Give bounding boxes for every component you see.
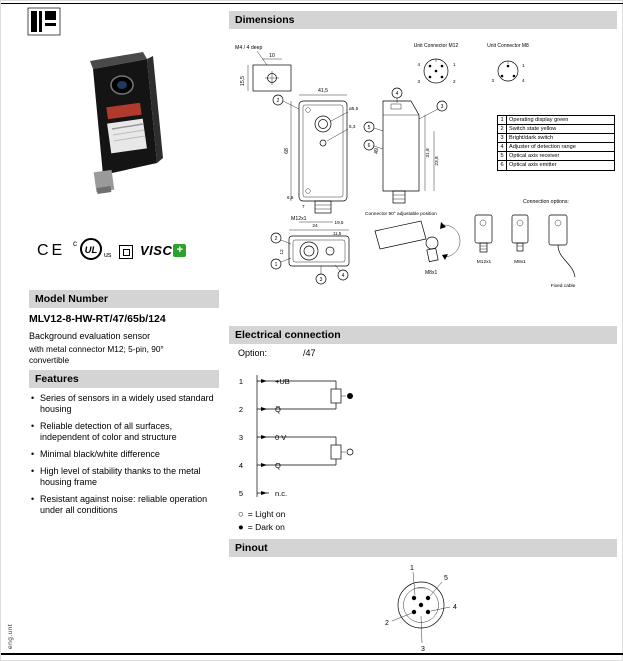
- light-on-legend: [238, 509, 285, 520]
- light-on-text: = Light on: [247, 509, 286, 519]
- features-header: Features: [29, 370, 219, 388]
- visco-logo: [140, 243, 186, 258]
- dimensions-header: Dimensions: [229, 11, 617, 29]
- ul-c-label: c: [73, 239, 77, 248]
- circuit-pin-5: 5: [238, 489, 244, 498]
- circuit-label-0v: 0 V: [275, 433, 287, 442]
- product-photo: [59, 47, 173, 197]
- balloon-1-label: 1: [274, 262, 278, 268]
- side-view: [364, 88, 447, 203]
- dimensions-legend: [497, 115, 615, 171]
- option-m8-icon: [512, 215, 528, 243]
- dark-on-dot: [347, 393, 353, 399]
- balloon-2b-label: 2: [274, 236, 278, 242]
- brand-mark: [27, 7, 71, 37]
- dim-dia-5-5: ø5,5: [349, 106, 359, 111]
- pinout-header: Pinout: [229, 539, 617, 557]
- legend-text: Adjuster of detection range: [509, 144, 576, 150]
- legend-num: 6: [498, 161, 507, 170]
- ul-circle-icon: [80, 238, 102, 260]
- option-m12-icon: [475, 215, 492, 243]
- legend-row-3: [498, 134, 614, 143]
- product-description-detail: with metal connector M12; 5-pin, 90° convertible: [29, 344, 164, 365]
- legend-row-1: [498, 116, 614, 125]
- adjustable-note: Connector 90° adjustable position: [365, 212, 437, 217]
- unit-connector-m12: [414, 43, 459, 84]
- legend-row-2: [498, 125, 614, 134]
- balloon-6-label: 6: [367, 143, 371, 149]
- m12-pin-3: 3: [417, 79, 420, 84]
- dim-15-5: 15,5: [240, 75, 246, 87]
- option-label: Option:: [238, 348, 268, 358]
- dim-7: 7: [302, 204, 305, 209]
- dim-11-5: 11,5: [333, 231, 342, 236]
- mounting-view: [235, 45, 291, 91]
- pinout-connector: [385, 565, 457, 653]
- connection-options-title: Connection options:: [523, 199, 569, 205]
- load-box-dark: [331, 389, 341, 403]
- m12-pin-1: 1: [453, 62, 456, 67]
- circuit-label-qbar: Q̅: [275, 405, 281, 414]
- dark-on-legend: [238, 522, 285, 533]
- model-number: MLV12-8-HW-RT/47/65b/124: [29, 313, 166, 325]
- dim-12: 12: [280, 249, 285, 255]
- top-rule: [1, 3, 623, 4]
- circuit-pin-2: 2: [238, 405, 244, 414]
- pinout-diagram: [229, 558, 617, 654]
- visco-plus-icon: +: [173, 244, 186, 257]
- feature-item: • Minimal black/white difference: [29, 449, 219, 460]
- dark-on-text: = Dark on: [247, 522, 285, 532]
- option-m8-label: M8x1: [514, 260, 526, 265]
- pinout-pin-4: 4: [453, 604, 457, 611]
- legend-row-6: [498, 161, 614, 170]
- legend-num: 1: [498, 116, 507, 124]
- connection-options: [475, 199, 576, 289]
- circuit-pin-4: 4: [238, 461, 244, 470]
- circuit-diagram: [231, 363, 471, 508]
- legend-num: 5: [498, 152, 507, 160]
- front-view: [273, 88, 359, 225]
- balloon-2-label: 2: [276, 98, 280, 104]
- m12-pin-4: 4: [417, 62, 420, 67]
- unit-connector-m8-title: Unit Connector M8: [487, 43, 529, 49]
- legend-text: Optical axis emitter: [509, 162, 557, 168]
- dim-49: 49: [374, 148, 380, 154]
- protection-class-ii-icon: [119, 245, 133, 259]
- electrical-header: Electrical connection: [229, 326, 617, 344]
- dim-6-5: 6,5: [287, 195, 294, 200]
- m12-pin-2: 2: [453, 79, 456, 84]
- option-value: /47: [303, 348, 316, 358]
- dim-m4-label: M4 / 4 deep: [235, 45, 263, 51]
- feature-item: • Resistant against noise: reliable operation under all conditions: [29, 494, 219, 516]
- bottom-view: [271, 223, 349, 284]
- dim-41-5: 41,5: [317, 88, 329, 94]
- visco-wordmark: VISC: [140, 243, 173, 258]
- balloon-3-label: 3: [440, 104, 444, 110]
- feature-item: • Series of sensors in a widely used standard housing: [29, 393, 219, 415]
- legend-text: Optical axis receiver: [509, 153, 560, 159]
- dim-m8x1: M8x1: [425, 270, 438, 276]
- circuit-label-q: Q: [275, 461, 281, 470]
- legend-row-4: [498, 143, 614, 152]
- dark-on-symbol: ●: [238, 522, 244, 533]
- dim-10: 10: [269, 53, 275, 59]
- circuit: [239, 375, 353, 498]
- product-description: Background evaluation sensor: [29, 331, 151, 341]
- legend-text: Bright/dark switch: [509, 135, 554, 141]
- pinout-pin-1: 1: [410, 565, 414, 572]
- ul-us-label: us: [104, 252, 112, 259]
- legend-num: 3: [498, 134, 507, 142]
- balloon-5-label: 5: [367, 125, 371, 131]
- dimensions-drawing: [229, 31, 619, 324]
- option-cable-label: Fixed cable: [550, 284, 576, 289]
- feature-item: • High level of stability thanks to the metal housing frame: [29, 466, 219, 488]
- option-m12-label: M12x1: [476, 260, 492, 265]
- light-on-symbol: ○: [238, 509, 244, 520]
- ul-mark: [73, 237, 115, 267]
- protection-class-inner-square: [123, 249, 130, 256]
- m8-pin-3: 3: [491, 78, 494, 83]
- model-number-header: Model Number: [29, 290, 219, 308]
- dim-31-8: 31,8: [426, 148, 431, 158]
- dim-68: 68: [284, 148, 290, 154]
- dim-24: 24: [312, 224, 318, 229]
- ul-letters: UL: [84, 245, 98, 256]
- dim-5-3: 5,3: [349, 124, 356, 129]
- dim-23-8: 23,8: [435, 156, 440, 166]
- m8-pin-1: 1: [522, 63, 525, 68]
- circuit-label-ub: +UB: [275, 377, 290, 386]
- adjustable-connector-view: [365, 211, 460, 276]
- m8-pin-4: 4: [522, 78, 525, 83]
- load-box-light: [331, 445, 341, 459]
- features-list: [29, 393, 219, 522]
- pinout-pin-5: 5: [444, 575, 448, 582]
- legend-num: 4: [498, 143, 507, 151]
- balloon-3b-label: 3: [319, 277, 323, 283]
- balloon-4b-label: 4: [341, 273, 345, 279]
- legend-num: 2: [498, 125, 507, 133]
- ce-mark: CE: [37, 242, 66, 259]
- unit-connector-m8: [487, 43, 529, 83]
- circuit-pin-1: 1: [238, 377, 244, 386]
- unit-connector-m12-title: Unit Connector M12: [413, 43, 459, 49]
- dim-m12x1: M12x1: [291, 216, 307, 222]
- feature-item: • Reliable detection of all surfaces, independent of color and structure: [29, 421, 219, 443]
- legend-row-5: [498, 152, 614, 161]
- edition-vertical-text: eng.unt: [7, 623, 14, 649]
- legend-text: Switch state yellow: [509, 126, 557, 132]
- option-cable-icon: [549, 215, 567, 245]
- pinout-pin-2: 2: [385, 620, 389, 627]
- balloon-4-label: 4: [395, 91, 399, 97]
- pinout-pin-3: 3: [421, 646, 425, 653]
- legend-text: Operating display green: [509, 117, 569, 123]
- dim-19-5: 19,5: [334, 220, 344, 225]
- circuit-label-nc: n.c.: [275, 489, 288, 498]
- circuit-pin-3: 3: [238, 433, 244, 442]
- light-on-dot: [347, 449, 353, 455]
